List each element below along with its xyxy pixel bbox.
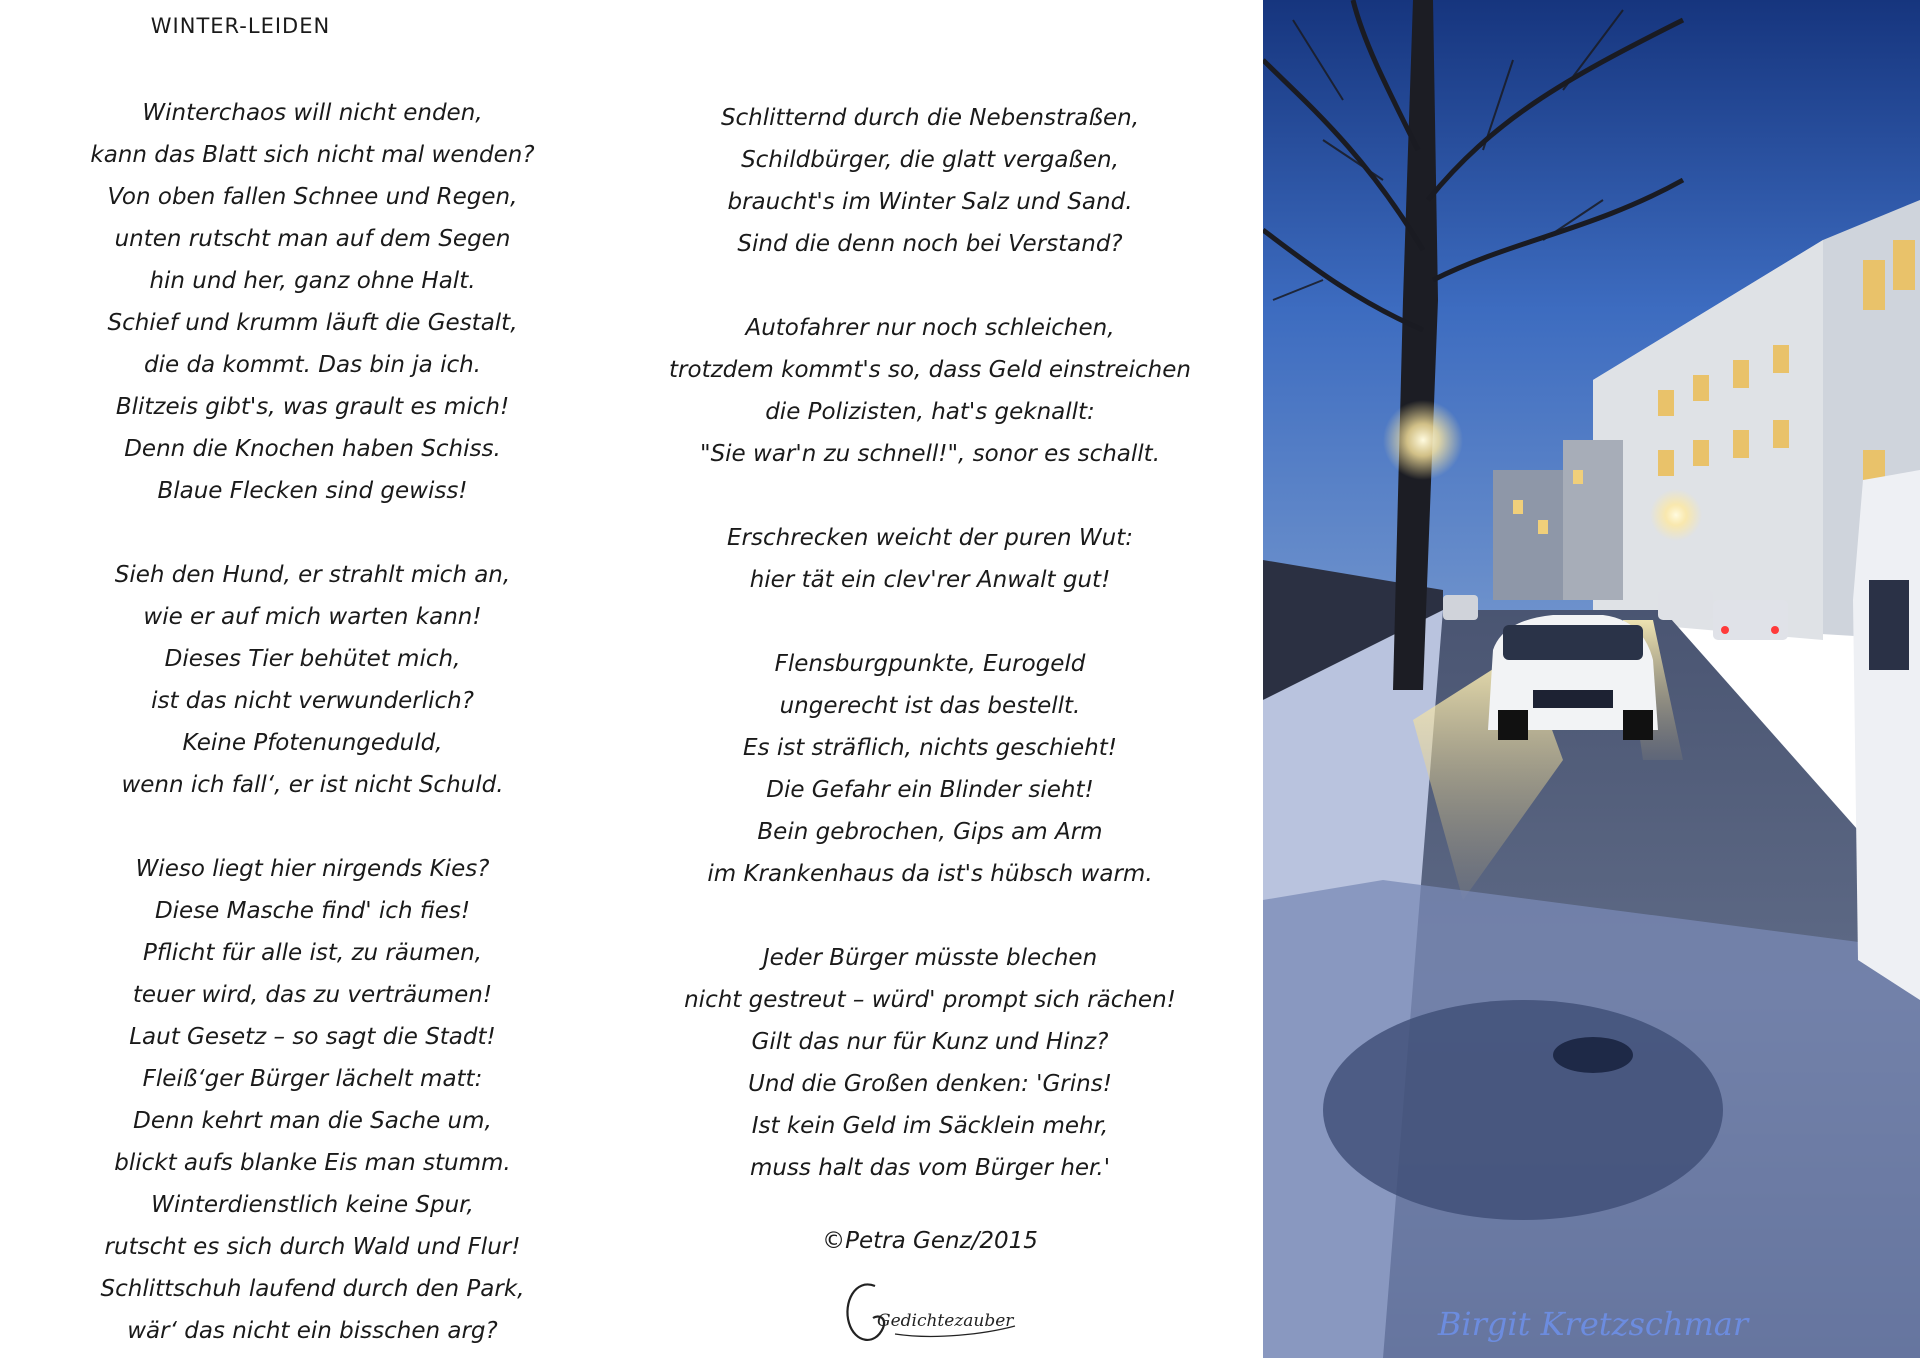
poem-line: Schlittschuh laufend durch den Park,	[100, 1276, 525, 1302]
stanza-gap	[640, 895, 1220, 937]
poem-line: Schlitternd durch die Nebenstraßen,	[720, 105, 1140, 131]
stanza-gap	[640, 265, 1220, 307]
poem-line: Sind die denn noch bei Verstand?	[737, 231, 1123, 257]
poem-line: Schief und krumm läuft die Gestalt,	[107, 310, 518, 336]
poem-title: WINTER-LEIDEN	[150, 14, 331, 38]
poem-line: Blaue Flecken sind gewiss!	[157, 478, 468, 504]
stanza	[40, 848, 585, 1352]
stanza	[640, 517, 1220, 601]
poem-line: Autofahrer nur noch schleichen,	[745, 315, 1115, 341]
poem-line: unten rutscht man auf dem Segen	[114, 226, 511, 252]
poem-line: wenn ich fall‘, er ist nicht Schuld.	[121, 772, 504, 798]
photo-signature: Birgit Kretzschmar	[1437, 1305, 1749, 1343]
poem-line: hin und her, ganz ohne Halt.	[149, 268, 476, 294]
poem-line: blickt aufs blanke Eis man stumm.	[114, 1150, 511, 1176]
middle-stanzas	[640, 97, 1220, 1189]
poem-line: Von oben fallen Schnee und Regen,	[107, 184, 518, 210]
poem-line: Sieh den Hund, er strahlt mich an,	[114, 562, 511, 588]
stanza-gap	[640, 601, 1220, 643]
poem-line: die da kommt. Das bin ja ich.	[144, 352, 481, 378]
poem-line: Die Gefahr ein Blinder sieht!	[766, 777, 1094, 803]
stanza-gap	[640, 475, 1220, 517]
gedichtezauber-logo	[835, 1268, 1025, 1348]
poem-line: Gilt das nur für Kunz und Hinz?	[751, 1029, 1109, 1055]
poem-line: hier tät ein clev'rer Anwalt gut!	[749, 567, 1111, 593]
poem-line: Blitzeis gibt's, was grault es mich!	[115, 394, 510, 420]
poem-line: Denn die Knochen haben Schiss.	[124, 436, 501, 462]
stanza-gap	[40, 512, 585, 554]
poem-line: wie er auf mich warten kann!	[143, 604, 482, 630]
poem-line: "Sie war'n zu schnell!", sonor es schallt.	[699, 441, 1161, 467]
poem-line: braucht's im Winter Salz und Sand.	[727, 189, 1133, 215]
poem-line: trotzdem kommt's so, dass Geld einstreichen	[669, 357, 1191, 383]
poem-line: Es ist sträflich, nichts geschieht!	[743, 735, 1117, 761]
poem-line: Wieso liegt hier nirgends Kies?	[135, 856, 490, 882]
stanza	[40, 92, 585, 512]
poem-line: Keine Pfotenungeduld,	[182, 730, 443, 756]
copyright-line: ©Petra Genz/2015	[822, 1228, 1038, 1254]
poem-line: Denn kehrt man die Sache um,	[133, 1108, 492, 1134]
poem-line: Pflicht für alle ist, zu räumen,	[143, 940, 482, 966]
poem-line: nicht gestreut – würd' prompt sich rächen!	[684, 987, 1176, 1013]
poem-line: Flensburgpunkte, Eurogeld	[774, 651, 1086, 677]
winter-street-photo	[1263, 0, 1920, 1358]
poem-line: Winterchaos will nicht enden,	[142, 100, 483, 126]
poem-line: Jeder Bürger müsste blechen	[762, 945, 1098, 971]
poem-line: Dieses Tier behütet mich,	[164, 646, 461, 672]
stanza-gap	[40, 806, 585, 848]
stanza	[640, 643, 1220, 895]
poem-line: ist das nicht verwunderlich?	[151, 688, 474, 714]
poem-line: Schildbürger, die glatt vergaßen,	[741, 147, 1119, 173]
poem-line: Winterdienstlich keine Spur,	[151, 1192, 474, 1218]
poem-line: Ist kein Geld im Säcklein mehr,	[751, 1113, 1109, 1139]
poem-line: kann das Blatt sich nicht mal wenden?	[90, 142, 535, 168]
poem-line: teuer wird, das zu verträumen!	[132, 982, 493, 1008]
poem-line: rutscht es sich durch Wald und Flur!	[104, 1234, 521, 1260]
poem-line: wär‘ das nicht ein bisschen arg?	[127, 1318, 498, 1344]
poem-line: Diese Masche find' ich fies!	[154, 898, 471, 924]
poem-line: Fleiß‘ger Bürger lächelt matt:	[142, 1066, 483, 1092]
stanza	[40, 554, 585, 806]
poem-line: Erschrecken weicht der puren Wut:	[727, 525, 1133, 551]
poem-line: muss halt das vom Bürger her.'	[749, 1155, 1111, 1181]
poem-line: Bein gebrochen, Gips am Arm	[757, 819, 1103, 845]
logo-signature-text: Gedichtezauber	[877, 1311, 1014, 1331]
stanza	[640, 937, 1220, 1189]
poem-line: im Krankenhaus da ist's hübsch warm.	[707, 861, 1153, 887]
poem-line: Laut Gesetz – so sagt die Stadt!	[129, 1024, 496, 1050]
poem-line: ungerecht ist das bestellt.	[779, 693, 1081, 719]
stanza	[640, 307, 1220, 475]
poem-line: die Polizisten, hat's geknallt:	[765, 399, 1095, 425]
left-stanzas	[40, 92, 585, 1352]
stanza	[640, 97, 1220, 265]
poem-line: Und die Großen denken: 'Grins!	[748, 1071, 1112, 1097]
